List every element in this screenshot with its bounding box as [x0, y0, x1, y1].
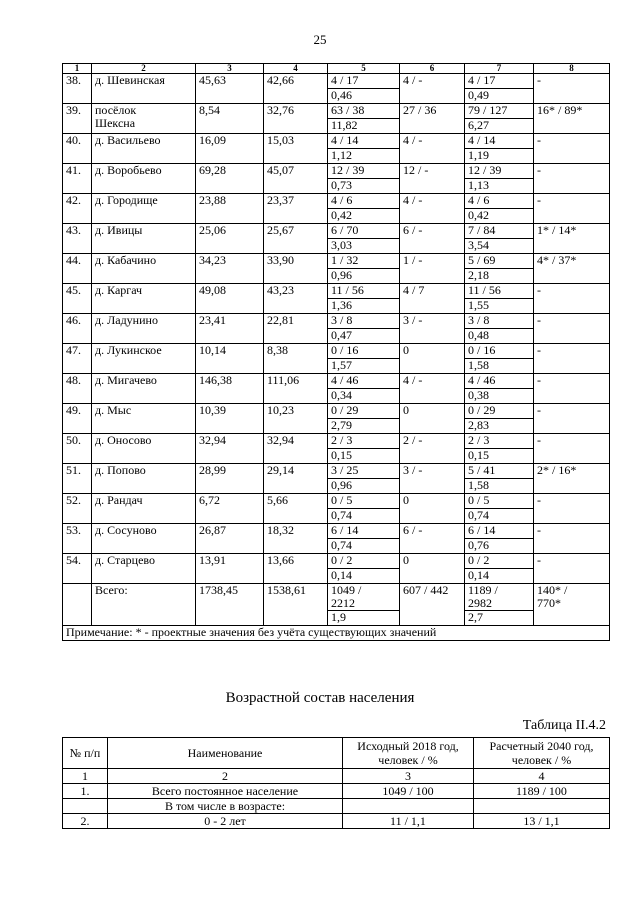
value-cell: 1,55: [465, 299, 534, 314]
header-number: № п/п: [63, 738, 108, 769]
value-cell: 1,58: [465, 359, 534, 374]
settlement-name-line: д. Попово: [95, 463, 146, 477]
row-number: [63, 584, 92, 626]
value-cell: 4 / 6: [328, 194, 400, 209]
row-base-value: 11 / 1,1: [343, 814, 474, 829]
row-number: 2.: [63, 814, 108, 829]
value-cell: 3 / 8: [465, 314, 534, 329]
value-cell: 1* / 14*: [534, 224, 610, 254]
settlement-name: [92, 464, 196, 494]
value-cell: 0 / 5: [328, 494, 400, 509]
table-row: [63, 524, 610, 539]
value-cell: 0,47: [328, 329, 400, 344]
value-cell: 27 / 36: [400, 104, 465, 134]
area-value: 23,37: [264, 194, 328, 224]
settlement-name-line: д. Сосуново: [95, 523, 157, 537]
value-cell: 3 / 8: [328, 314, 400, 329]
settlement-name-line: д. Кабачино: [95, 253, 157, 267]
value-cell: 4 / 17: [465, 74, 534, 89]
settlement-name-line: д. Воробьево: [95, 163, 162, 177]
header-forecast-year: Расчетный 2040 год, человек / %: [474, 738, 610, 769]
value-cell: 0,74: [465, 509, 534, 524]
row-name: Всего постоянное население: [108, 784, 343, 799]
value-cell: 0: [400, 344, 465, 374]
value-cell: 3,54: [465, 239, 534, 254]
total-value: [328, 584, 400, 611]
value-cell: 6,27: [465, 119, 534, 134]
value-cell: 0,46: [328, 89, 400, 104]
value-cell: 6 / -: [400, 524, 465, 554]
value-cell: 12 / -: [400, 164, 465, 194]
value-cell: -: [534, 134, 610, 164]
table-row: [63, 74, 610, 89]
table-header-row: [63, 64, 610, 74]
total-value-line: 770*: [537, 596, 561, 610]
settlement-name-line: д. Лукинское: [95, 343, 162, 357]
area-value: 8,54: [196, 104, 264, 134]
column-number: 3: [196, 64, 264, 74]
value-cell: 0,38: [465, 389, 534, 404]
area-value: 13,66: [264, 554, 328, 584]
value-cell: 0 / 2: [328, 554, 400, 569]
header-base-year: Исходный 2018 год, человек / %: [343, 738, 474, 769]
value-cell: 4 / 46: [465, 374, 534, 389]
area-value: 34,23: [196, 254, 264, 284]
total-row: [63, 584, 610, 611]
table-row: [63, 554, 610, 569]
settlement-name-line: д. Городище: [95, 193, 158, 207]
value-cell: 0,96: [328, 479, 400, 494]
settlement-name: [92, 404, 196, 434]
area-value: 111,06: [264, 374, 328, 404]
value-cell: 1 / 32: [328, 254, 400, 269]
settlement-name-line: д. Васильево: [95, 133, 161, 147]
table-row: [63, 344, 610, 359]
total-value-line: 1049 /: [331, 583, 362, 597]
table-header-row: [63, 738, 610, 769]
value-cell: -: [534, 314, 610, 344]
value-cell: 0,14: [465, 569, 534, 584]
value-cell: 2 / 3: [328, 434, 400, 449]
column-number: 2: [108, 769, 343, 784]
row-number: 49.: [63, 404, 92, 434]
settlement-name: [92, 344, 196, 374]
column-number: 2: [92, 64, 196, 74]
row-base-value: [343, 799, 474, 814]
row-number: 52.: [63, 494, 92, 524]
column-number: 3: [343, 769, 474, 784]
value-cell: 11,82: [328, 119, 400, 134]
column-number: 4: [474, 769, 610, 784]
value-cell: -: [534, 494, 610, 524]
row-number: 54.: [63, 554, 92, 584]
column-number: 4: [264, 64, 328, 74]
settlement-name: [92, 284, 196, 314]
total-value: 1538,61: [264, 584, 328, 626]
row-number: 44.: [63, 254, 92, 284]
settlement-name-line: д. Оносово: [95, 433, 152, 447]
table-row: [63, 284, 610, 299]
total-value: [534, 584, 610, 626]
value-cell: 11 / 56: [328, 284, 400, 299]
value-cell: 1,36: [328, 299, 400, 314]
table-row: [63, 254, 610, 269]
value-cell: 1,57: [328, 359, 400, 374]
settlement-name: [92, 164, 196, 194]
row-forecast-value: 13 / 1,1: [474, 814, 610, 829]
table-row: [63, 104, 610, 119]
area-value: 16,09: [196, 134, 264, 164]
value-cell: 2,79: [328, 419, 400, 434]
value-cell: 79 / 127: [465, 104, 534, 119]
value-cell: 5 / 41: [465, 464, 534, 479]
row-number: 45.: [63, 284, 92, 314]
value-cell: -: [534, 554, 610, 584]
area-value: 49,08: [196, 284, 264, 314]
value-cell: 6 / -: [400, 224, 465, 254]
table-row: [63, 134, 610, 149]
section-title: Возрастной состав населения: [225, 690, 415, 706]
column-number: 7: [465, 64, 534, 74]
settlement-name-line: д. Рандач: [95, 493, 143, 507]
value-cell: -: [534, 74, 610, 104]
value-cell: 0 / 16: [328, 344, 400, 359]
value-cell: 6 / 70: [328, 224, 400, 239]
settlement-name: [92, 554, 196, 584]
settlement-name: [92, 314, 196, 344]
column-number: 1: [63, 769, 108, 784]
value-cell: 0,42: [465, 209, 534, 224]
value-cell: 0 / 16: [465, 344, 534, 359]
area-value: 43,23: [264, 284, 328, 314]
area-value: 32,94: [196, 434, 264, 464]
column-number: 6: [400, 64, 465, 74]
value-cell: -: [534, 194, 610, 224]
value-cell: 12 / 39: [465, 164, 534, 179]
settlement-name-line: д. Шевинская: [95, 73, 165, 87]
area-value: 10,14: [196, 344, 264, 374]
area-value: 8,38: [264, 344, 328, 374]
row-name: 0 - 2 лет: [108, 814, 343, 829]
settlement-name-line: посёлок: [95, 103, 137, 117]
value-cell: 6 / 14: [328, 524, 400, 539]
area-value: 25,67: [264, 224, 328, 254]
value-cell: 5 / 69: [465, 254, 534, 269]
area-value: 32,94: [264, 434, 328, 464]
row-number: 47.: [63, 344, 92, 374]
row-number: 50.: [63, 434, 92, 464]
row-name: В том числе в возрасте:: [108, 799, 343, 814]
age-structure-table: [62, 737, 610, 829]
row-base-value: 1049 / 100: [343, 784, 474, 799]
value-cell: 0,76: [465, 539, 534, 554]
value-cell: -: [534, 404, 610, 434]
settlement-name-line: Шексна: [95, 116, 136, 130]
total-value-line: 2982: [468, 596, 492, 610]
value-cell: 1,58: [465, 479, 534, 494]
settlement-name: [92, 494, 196, 524]
row-number: 48.: [63, 374, 92, 404]
row-number: 43.: [63, 224, 92, 254]
settlement-name: [92, 134, 196, 164]
table-row: [63, 464, 610, 479]
column-number: 1: [63, 64, 92, 74]
value-cell: 0,48: [465, 329, 534, 344]
total-value-line: 1189 /: [468, 583, 498, 597]
value-cell: 0,73: [328, 179, 400, 194]
row-number: 39.: [63, 104, 92, 134]
area-value: 15,03: [264, 134, 328, 164]
total-label: Всего:: [92, 584, 196, 626]
value-cell: 2 / 3: [465, 434, 534, 449]
settlement-name: [92, 194, 196, 224]
row-number: 46.: [63, 314, 92, 344]
settlement-name-line: д. Каргач: [95, 283, 143, 297]
total-value-line: 140* /: [537, 583, 568, 597]
value-cell: 0 / 29: [465, 404, 534, 419]
total-value: 607 / 442: [400, 584, 465, 626]
value-cell: 0,15: [465, 449, 534, 464]
area-value: 45,63: [196, 74, 264, 104]
total-value: 2,7: [465, 611, 534, 626]
area-value: 13,91: [196, 554, 264, 584]
value-cell: 16* / 89*: [534, 104, 610, 134]
area-value: 10,23: [264, 404, 328, 434]
row-number: 38.: [63, 74, 92, 104]
area-value: 26,87: [196, 524, 264, 554]
total-value-line: 2212: [331, 596, 355, 610]
value-cell: 0,49: [465, 89, 534, 104]
column-number: 8: [534, 64, 610, 74]
settlement-name-line: д. Ладунино: [95, 313, 158, 327]
value-cell: 0: [400, 404, 465, 434]
value-cell: -: [534, 374, 610, 404]
header-name: Наименование: [108, 738, 343, 769]
value-cell: 3 / -: [400, 314, 465, 344]
table-row: [63, 194, 610, 209]
total-value: 1738,45: [196, 584, 264, 626]
value-cell: 0: [400, 554, 465, 584]
row-number: [63, 799, 108, 814]
area-value: 28,99: [196, 464, 264, 494]
total-value: [465, 584, 534, 611]
row-number: 42.: [63, 194, 92, 224]
area-value: 45,07: [264, 164, 328, 194]
value-cell: 0,14: [328, 569, 400, 584]
table-row: [63, 314, 610, 329]
table-row: [63, 784, 610, 799]
table-row: [63, 224, 610, 239]
total-value: 1,9: [328, 611, 400, 626]
row-forecast-value: 1189 / 100: [474, 784, 610, 799]
table-row: [63, 434, 610, 449]
settlement-name: [92, 374, 196, 404]
row-number: 1.: [63, 784, 108, 799]
settlements-table: [62, 63, 610, 641]
value-cell: 0 / 2: [465, 554, 534, 569]
value-cell: 0,34: [328, 389, 400, 404]
value-cell: 4 / 46: [328, 374, 400, 389]
settlement-name: [92, 434, 196, 464]
settlement-name: [92, 74, 196, 104]
table-row: [63, 374, 610, 389]
area-value: 146,38: [196, 374, 264, 404]
area-value: 42,66: [264, 74, 328, 104]
area-value: 6,72: [196, 494, 264, 524]
value-cell: 7 / 84: [465, 224, 534, 239]
value-cell: 1,19: [465, 149, 534, 164]
area-value: 18,32: [264, 524, 328, 554]
area-value: 22,81: [264, 314, 328, 344]
value-cell: -: [534, 434, 610, 464]
value-cell: 4 / 7: [400, 284, 465, 314]
value-cell: 0,74: [328, 539, 400, 554]
value-cell: 0,15: [328, 449, 400, 464]
settlement-name: [92, 524, 196, 554]
area-value: 10,39: [196, 404, 264, 434]
area-value: 29,14: [264, 464, 328, 494]
value-cell: 1,12: [328, 149, 400, 164]
value-cell: 0,96: [328, 269, 400, 284]
value-cell: 3 / -: [400, 464, 465, 494]
value-cell: 0 / 29: [328, 404, 400, 419]
settlement-name: [92, 104, 196, 134]
value-cell: 4* / 37*: [534, 254, 610, 284]
value-cell: -: [534, 344, 610, 374]
settlement-name-line: д. Мигачево: [95, 373, 157, 387]
value-cell: 4 / -: [400, 74, 465, 104]
value-cell: 12 / 39: [328, 164, 400, 179]
settlement-name-line: д. Мыс: [95, 403, 132, 417]
settlement-name-line: д. Старцево: [95, 553, 155, 567]
table-note: Примечание: * - проектные значения без учёта существующих значений: [63, 626, 610, 641]
value-cell: 3 / 25: [328, 464, 400, 479]
value-cell: 4 / 14: [328, 134, 400, 149]
value-cell: -: [534, 284, 610, 314]
value-cell: 4 / -: [400, 194, 465, 224]
row-number: 53.: [63, 524, 92, 554]
table-row: [63, 164, 610, 179]
settlement-name: [92, 254, 196, 284]
value-cell: 2,18: [465, 269, 534, 284]
value-cell: 2 / -: [400, 434, 465, 464]
row-forecast-value: [474, 799, 610, 814]
column-number: 5: [328, 64, 400, 74]
row-number: 51.: [63, 464, 92, 494]
row-number: 40.: [63, 134, 92, 164]
value-cell: 4 / 17: [328, 74, 400, 89]
table-row: [63, 799, 610, 814]
value-cell: 63 / 38: [328, 104, 400, 119]
value-cell: 0,42: [328, 209, 400, 224]
value-cell: 4 / -: [400, 374, 465, 404]
value-cell: 6 / 14: [465, 524, 534, 539]
table-row: [63, 404, 610, 419]
settlement-name: [92, 224, 196, 254]
value-cell: 4 / 14: [465, 134, 534, 149]
value-cell: 4 / 6: [465, 194, 534, 209]
settlement-name-line: д. Ивицы: [95, 223, 143, 237]
value-cell: 0 / 5: [465, 494, 534, 509]
table-row: [63, 494, 610, 509]
table-row: [63, 814, 610, 829]
value-cell: 0: [400, 494, 465, 524]
area-value: 32,76: [264, 104, 328, 134]
area-value: 69,28: [196, 164, 264, 194]
value-cell: 1,13: [465, 179, 534, 194]
page-number: 25: [313, 32, 327, 47]
value-cell: 11 / 56: [465, 284, 534, 299]
note-row: [63, 626, 610, 641]
value-cell: -: [534, 164, 610, 194]
area-value: 5,66: [264, 494, 328, 524]
row-number: 41.: [63, 164, 92, 194]
value-cell: 2,83: [465, 419, 534, 434]
value-cell: -: [534, 524, 610, 554]
area-value: 25,06: [196, 224, 264, 254]
area-value: 23,88: [196, 194, 264, 224]
area-value: 33,90: [264, 254, 328, 284]
area-value: 23,41: [196, 314, 264, 344]
value-cell: 0,74: [328, 509, 400, 524]
value-cell: 4 / -: [400, 134, 465, 164]
table-label: Таблица II.4.2: [522, 718, 606, 733]
column-numbers-row: [63, 769, 610, 784]
value-cell: 2* / 16*: [534, 464, 610, 494]
value-cell: 3,03: [328, 239, 400, 254]
value-cell: 1 / -: [400, 254, 465, 284]
